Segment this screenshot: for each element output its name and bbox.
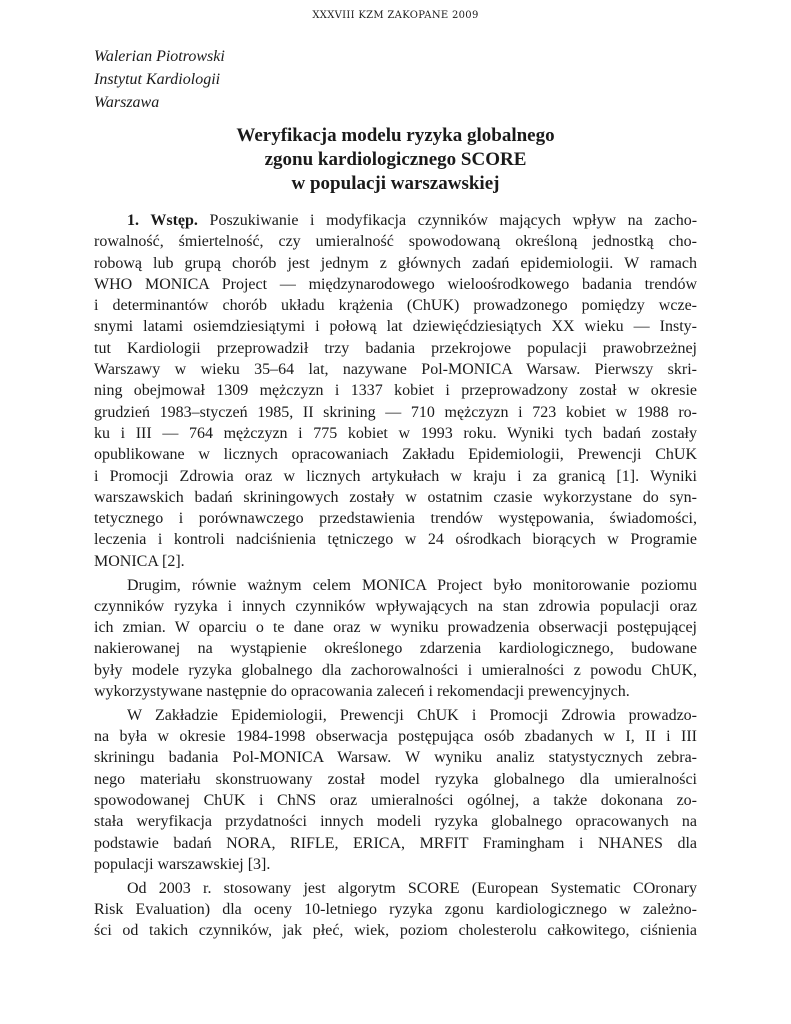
line-text: grudzień 1983–styczeń 1985, II skrining — 710 mężczyzn i 723 kobiet w 1988 ro-	[94, 403, 697, 421]
paragraph-line	[94, 316, 697, 337]
line-text: MONICA [2].	[94, 552, 185, 570]
line-text: Poszukiwanie i modyfikacja czynników mających wpływ na zacho-	[209, 212, 697, 229]
line-text: populacji warszawskiej [3].	[94, 855, 271, 873]
paragraph-line	[94, 878, 697, 899]
paragraph-line	[94, 466, 697, 487]
line-text: tut Kardiologii przeprowadził trzy badania przekrojowe populacji prawobrzeżnej	[94, 339, 697, 357]
paragraph-line	[94, 769, 697, 790]
paragraph	[94, 705, 697, 875]
line-text: Drugim, równie ważnym celem MONICA Project było monitorowanie poziomu	[127, 576, 697, 594]
paragraph	[94, 575, 697, 703]
line-text: podstawie badań NORA, RIFLE, ERICA, MRFIT Framingham i NHANES dla	[94, 834, 697, 852]
paragraph-line	[94, 660, 697, 681]
paragraph-line	[94, 508, 697, 529]
line-text: warszawskich badań skriningowych zostały w ostatnim czasie wykorzystane do syn-	[94, 488, 697, 506]
line-text: snymi latami osiemdziesiątymi i połową lat dziewięćdziesiątych XX wieku — Insty-	[94, 318, 697, 336]
line-text: Warszawy w wieku 35–64 lat, nazywane Pol-MONICA Warsaw. Pierwszy skri-	[94, 361, 697, 379]
line-text: Risk Evaluation) dla oceny 10-letniego ryzyka zgonu kardiologicznego w zależno-	[94, 901, 697, 918]
paragraph-line	[94, 423, 697, 444]
paragraph-line	[94, 338, 697, 359]
paragraph-line	[94, 726, 697, 747]
paragraph-line	[94, 596, 697, 617]
line-text: rowalność, śmiertelność, czy umieralność spowodowaną określoną jednostką cho-	[94, 233, 697, 251]
author-city: Warszawa	[94, 94, 160, 111]
paragraph	[94, 210, 697, 572]
body-text	[94, 210, 697, 944]
running-header: XXXVIII KZM ZAKOPANE 2009	[312, 10, 479, 21]
paragraph-line	[94, 380, 697, 401]
paragraph-line	[94, 231, 697, 252]
paragraph-line	[94, 638, 697, 659]
line-text: ning obejmował 1309 mężczyzn i 1337 kobiet i przeprowadzony został w okresie	[94, 382, 697, 400]
paragraph-line	[94, 790, 697, 811]
paragraph-line	[94, 359, 697, 380]
paragraph-line	[94, 899, 697, 920]
paragraph-line	[94, 551, 697, 572]
line-text: stała weryfikacja przydatności innych modeli ryzyka globalnego opracowanych na	[94, 813, 697, 831]
line-text: Od 2003 r. stosowany jest algorytm SCORE (European Systematic COronary	[127, 879, 697, 897]
line-text: tetycznego i porównawczego przedstawienia trendów występowania, świadomości,	[94, 510, 697, 528]
line-text: nego materiału skonstruowany został model ryzyka globalnego dla umieralności	[94, 770, 697, 788]
line-text: ich zmian. W oparciu o te dane oraz w wyniku prowadzenia obserwacji postępującej	[94, 619, 697, 637]
paragraph-line	[94, 575, 697, 596]
line-text: na była w okresie 1984-1998 obserwacja postępująca osób zbadanych w I, II i III	[94, 728, 697, 746]
paragraph-line	[94, 747, 697, 768]
paragraph-line	[94, 253, 697, 274]
line-text: były modele ryzyka globalnego dla zachorowalności i umieralności z powodu ChUK,	[94, 661, 697, 679]
author-name: Walerian Piotrowski	[94, 48, 225, 65]
paragraph-line	[94, 487, 697, 508]
line-text: nakierowanej na wystąpienie określonego zdarzenia kardiologicznego, budowane	[94, 640, 697, 658]
paragraph-line	[94, 274, 697, 295]
title-line: w populacji warszawskiej	[291, 173, 500, 194]
paragraph-line	[94, 402, 697, 423]
paragraph-line	[94, 617, 697, 638]
paragraph-line	[94, 705, 697, 726]
paragraph	[94, 878, 697, 942]
line-text: wykorzystywane następnie do opracowania zaleceń i rekomendacji prewencyjnych.	[94, 683, 630, 701]
paragraph-line	[94, 295, 697, 316]
paragraph-line	[94, 854, 697, 875]
section-heading: 1. Wstęp.	[127, 212, 198, 229]
paper-title	[94, 124, 697, 196]
line-text: W Zakładzie Epidemiologii, Prewencji ChUK i Promocji Zdrowia prowadzo-	[127, 706, 697, 724]
title-line: Weryfikacja modelu ryzyka globalnego	[236, 125, 555, 146]
paragraph-line	[94, 681, 697, 702]
line-text: i Promocji Zdrowia oraz w licznych artykułach w kraju i za granicą [1]. Wyniki	[94, 467, 697, 485]
line-text: i determinantów chorób układu krążenia (ChUK) prowadzonego pomiędzy wcze-	[94, 297, 697, 315]
paragraph-line	[94, 444, 697, 465]
line-text: spowodowanej ChUK i ChNS oraz umieralności ogólnej, a także dokonana zo-	[94, 792, 697, 810]
line-text: ku i III — 764 mężczyzn i 775 kobiet w 1993 roku. Wyniki tych badań zostały	[94, 424, 697, 442]
paragraph-line	[94, 210, 697, 231]
paragraph-line	[94, 529, 697, 550]
author-institution: Instytut Kardiologii	[94, 71, 221, 88]
line-text: ści od takich czynników, jak płeć, wiek, poziom cholesterolu całkowitego, ciśnienia	[94, 922, 697, 940]
paragraph-line	[94, 920, 697, 941]
line-text: skriningu badania Pol-MONICA Warsaw. W wyniku analiz statystycznych zebra-	[94, 749, 697, 767]
line-text: opublikowane w licznych opracowaniach Zakładu Epidemiologii, Prewencji ChUK	[94, 446, 697, 464]
paragraph-line	[94, 833, 697, 854]
line-text: leczenia i kontroli nadciśnienia tętniczego w 24 ośrodkach biorących w Programie	[94, 531, 697, 549]
paragraph-line	[94, 811, 697, 832]
title-line: zgonu kardiologicznego SCORE	[264, 149, 527, 170]
author-block	[94, 45, 225, 114]
line-text: czynników ryzyka i innych czynników wpływających na stan zdrowia populacji oraz	[94, 597, 697, 615]
line-text: robową lub grupą chorób jest jednym z głównych zadań epidemiologii. W ramach	[94, 254, 697, 272]
line-text: WHO MONICA Project — międzynarodowego wieloośrodkowego badania trendów	[94, 275, 697, 293]
